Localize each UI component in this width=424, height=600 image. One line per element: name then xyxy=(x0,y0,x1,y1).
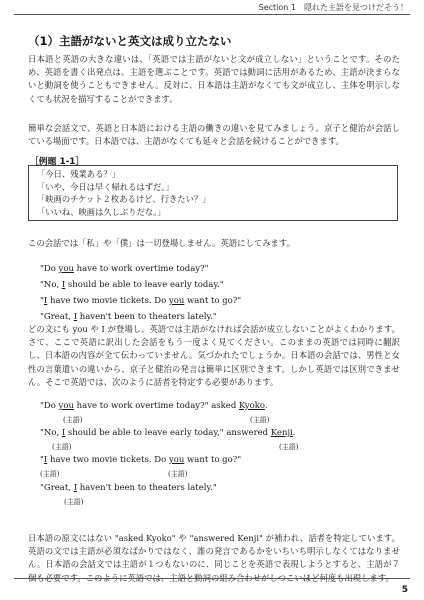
running-header: Section 1 隠れた主語を見つけだそう！ xyxy=(258,3,408,12)
example-line: 「映画のチケット２枚あるけど、行きたい？」 xyxy=(37,194,211,205)
text-span: want to go?" xyxy=(184,296,242,306)
subject-label: (主語) xyxy=(52,443,72,451)
text-span: "No, xyxy=(40,428,62,438)
section-heading: （1）主語がないと英文は成り立たない xyxy=(28,34,232,48)
english-line xyxy=(40,277,400,293)
subject-label: (主語) xyxy=(63,416,83,424)
subject-label: (主語) xyxy=(250,416,270,424)
text-span: want to go?" xyxy=(184,455,242,465)
paragraph-translation-note: この会話では「私」や「僕」は一切登場しません。英語にしてみます。 xyxy=(28,238,295,248)
subject-word: I xyxy=(43,296,48,306)
text-span: have two movie tickets. Do xyxy=(47,296,169,306)
text-span: should be able to leave early today." xyxy=(65,280,224,290)
subject-word: I xyxy=(73,312,78,322)
text-span: "No, xyxy=(40,280,62,290)
subject-word: I xyxy=(61,280,66,290)
subject-label: (主語) xyxy=(279,443,299,451)
text-span: "Do xyxy=(40,401,59,411)
text-span: haven't been to theaters lately." xyxy=(77,483,217,493)
annotated-line-4 xyxy=(40,483,217,493)
subject-label: (主語) xyxy=(40,470,60,478)
text-span: "Do xyxy=(40,264,59,274)
speaker-name: Kyoko xyxy=(238,401,265,411)
annotated-line-3 xyxy=(40,455,241,465)
speaker-name: Kenji xyxy=(270,428,293,438)
text-span: . xyxy=(264,401,268,411)
page-number: 5 xyxy=(401,585,408,595)
text-span: have to work overtime today?" asked xyxy=(73,401,239,411)
example-label: ［例題 1-1］ xyxy=(30,157,85,167)
english-dialogue-1 xyxy=(40,261,400,325)
text-span: " xyxy=(40,455,44,465)
example-line: 「いや、今日は早く帰れるはずだ。」 xyxy=(37,181,174,192)
subject-label: (主語) xyxy=(168,470,188,478)
subject-word: I xyxy=(73,483,78,493)
paragraph-conversation-intro: 簡単な会話文で、英語と日本語における主語の働きの違いを見てみましょう。京子と健治が会話している場面です。日本語では、主語がなくても延々と会話を続けることができます。 xyxy=(28,123,400,147)
subject-word: you xyxy=(58,401,74,411)
text-span: have two movie tickets. Do xyxy=(47,455,169,465)
paragraph-speaker-note: どの文にも you や I が登場し、英語では主語がなければ会話が成立しないことがよくわかります。さて、ここで英語に訳出した会話をもう一度よく見てください。このままの英語では同時に翻訳し、日本語の内容が全て伝わっていません。気づかれたでしょうか。日本語の会話では、男性と女性の言葉遣いの違いから、京子と健治の発言は簡単に区別できます。しかし英語では区別できません。そこで英語では、次のように話者を特定する必要があります。 xyxy=(28,324,400,387)
text-span: " xyxy=(40,296,44,306)
annotated-line-1 xyxy=(40,401,268,411)
subject-word: you xyxy=(168,296,185,306)
text-span: . xyxy=(292,428,296,438)
text-span: "Great, xyxy=(40,483,74,493)
example-line: 「今日、残業ある？」 xyxy=(37,169,120,179)
subject-label: (主語) xyxy=(64,498,84,506)
paragraph-intro: 日本語と英語の大きな違いは、「英語では主語がないと文が成立しない」ということです。そのため、英語を書く出発点は、主語を選ぶことです。英語では動詞に活用があるため、主語が決まらないと動詞を使うこともできません。反対に、日本語は主語がなくても文が成立し、主体を明示しなくても状況を描写することができます。 xyxy=(28,54,400,104)
header-rule xyxy=(14,14,410,15)
english-line xyxy=(40,261,400,277)
subject-word: you xyxy=(58,264,74,274)
english-line xyxy=(40,293,400,309)
subject-word: I xyxy=(43,455,48,465)
text-span: have to work overtime today?" xyxy=(73,264,209,274)
text-span: haven't been to theaters lately." xyxy=(77,312,217,322)
annotated-line-2 xyxy=(40,428,296,438)
subject-word: I xyxy=(61,428,66,438)
footer-rule xyxy=(14,578,410,579)
subject-word: you xyxy=(168,455,185,465)
text-span: should be able to leave early today," answered xyxy=(65,428,271,438)
example-box xyxy=(28,165,398,221)
paragraph-conclusion: 日本語の原文にはない "asked Kyoko" や "answered Kenji" が補われ、話者を特定しています。英語の文では主語が必須なばかりではなく、誰の発言であるかをいちいち明示しなくてはなりません。日本語の会話文では主語が１つもないのに、同じことを英語で表現しようとすると、主語が７個も必要です。このように英語では、主語と動詞の組み合わせがしつこいほど何度も出現します。 xyxy=(28,533,400,583)
example-line: 「いいね、映画は久しぶりだな。」 xyxy=(37,206,166,217)
text-span: "Great, xyxy=(40,312,74,322)
